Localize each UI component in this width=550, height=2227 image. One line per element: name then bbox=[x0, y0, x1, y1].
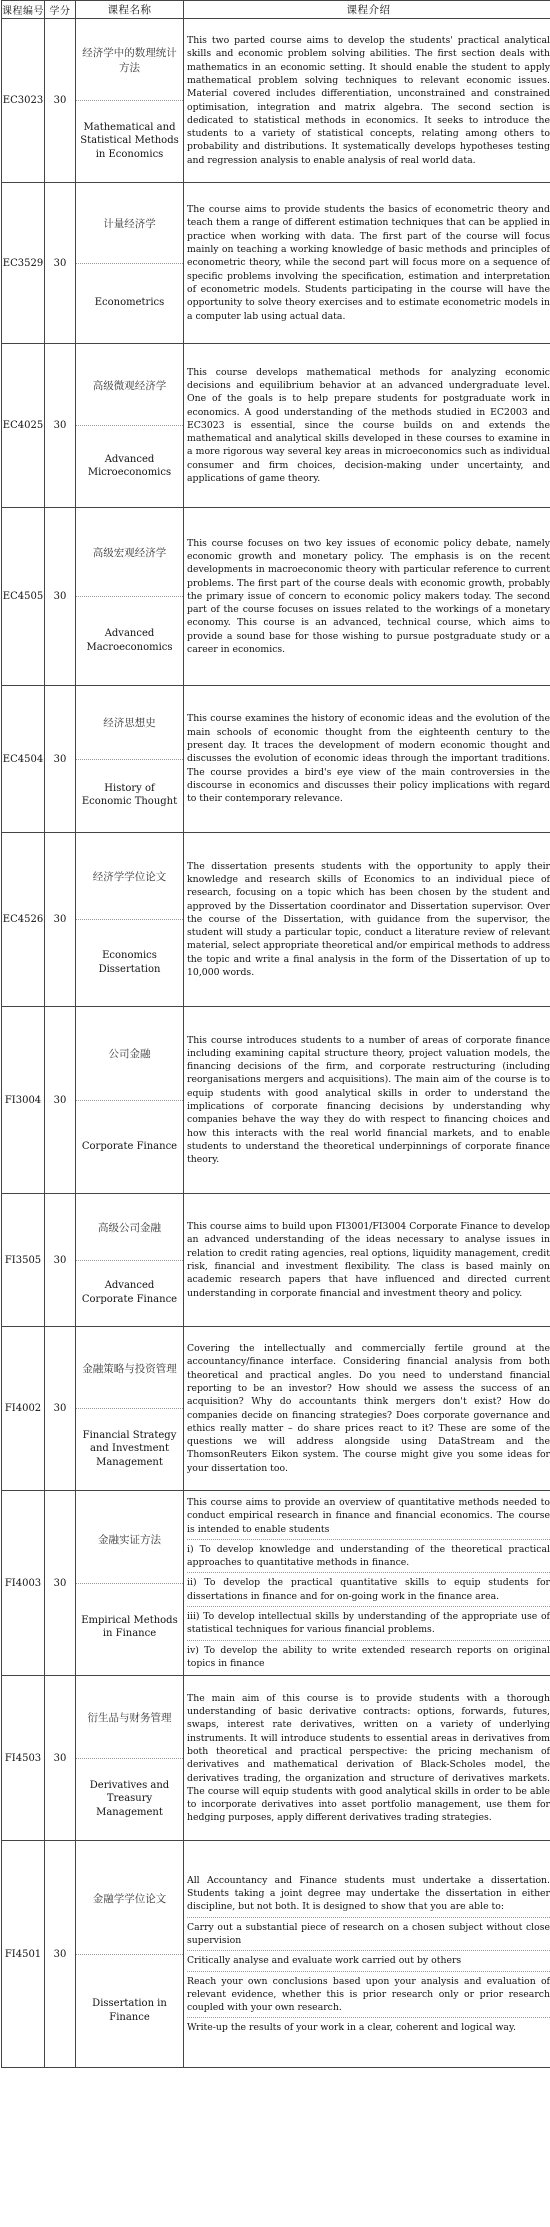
course-name-chinese: 经济学学位论文 bbox=[92, 871, 167, 883]
course-code: EC4526 bbox=[2, 833, 45, 1007]
course-name-cell bbox=[76, 1194, 184, 1327]
course-name-cell bbox=[76, 344, 184, 508]
course-name-english: Mathematical and Statistical Methods in Economics bbox=[76, 100, 183, 181]
course-description-cell bbox=[184, 1327, 550, 1491]
course-name-english: Empirical Methods in Finance bbox=[76, 1583, 183, 1671]
table-row bbox=[2, 19, 550, 183]
course-code: FI4003 bbox=[2, 1491, 45, 1676]
course-credits: 30 bbox=[45, 833, 76, 1007]
course-name-chinese: 经济思想史 bbox=[103, 717, 156, 730]
course-name-english: Advanced Microeconomics bbox=[76, 425, 183, 506]
course-description-paragraph: This course focuses on two key issues of economic policy debate, namely economic growth and monetary policy. The emphasis is on the recent developments in macroeconomic theory with particular reference to current problems. The first part of the course deals with economic growth, probably the primary issue of concern to economic policy makers today. The second part of the course focuses on issues related to the workings of a monetary economy. This course is an advanced, technical course, which aims to provide a sound base for those wishing to pursue postgraduate study or a career in economics. bbox=[187, 537, 550, 656]
header-course-code: 课程编号 bbox=[2, 1, 45, 19]
course-name-english: Dissertation in Finance bbox=[76, 1954, 183, 2067]
course-name-chinese: 公司金融 bbox=[108, 1048, 151, 1061]
course-rows bbox=[2, 19, 550, 2068]
course-name-english: Advanced Corporate Finance bbox=[76, 1260, 183, 1326]
course-name-cell bbox=[76, 1007, 184, 1194]
course-code: FI3505 bbox=[2, 1194, 45, 1327]
table-row bbox=[2, 183, 550, 344]
course-credits: 30 bbox=[45, 508, 76, 686]
header-course-name: 课程名称 bbox=[76, 1, 184, 19]
course-name-cell bbox=[76, 833, 184, 1007]
course-name-cell bbox=[76, 508, 184, 686]
course-description-paragraph: Carry out a substantial piece of research on a chosen subject without close supervision bbox=[187, 1918, 550, 1952]
course-name-english: Corporate Finance bbox=[76, 1100, 183, 1193]
course-code: FI4002 bbox=[2, 1327, 45, 1491]
course-description-paragraph: This two parted course aims to develop the students' practical analytical skills and economic problem solving abilities. The first section deals with mathematics in an economic setting. It should enable the student to apply mathematical problem solving techniques to relevant economic issues. Material covered includes differentiation, unconstrained and constrained optimisation, integration and matrix algebra. The second section is dedicated to statistical methods in economics. It seeks to introduce the students to a variety of statistical concepts, relating among others to probability and distributions. It systematically develops hypotheses testing and regression analysis to enable analysis of real world data. bbox=[187, 35, 550, 166]
course-description-cell bbox=[184, 344, 550, 508]
course-description-cell bbox=[184, 183, 550, 344]
table-row bbox=[2, 686, 550, 833]
table-row bbox=[2, 508, 550, 686]
course-name-chinese: 经济学中的数理统计方法 bbox=[82, 47, 177, 74]
course-description-cell bbox=[184, 686, 550, 833]
course-description-cell bbox=[184, 833, 550, 1007]
course-name-cell bbox=[76, 686, 184, 833]
course-description-paragraph: Write-up the results of your work in a clear, coherent and logical way. bbox=[187, 2022, 516, 2034]
course-description-paragraph: This course develops mathematical methods for analyzing economic decisions and equilibrium behavior at an advanced undergraduate level. One of the goals is to help prepare students for postgraduate work in economics. A good understanding of the methods studied in EC2003 and EC3023 is essential, since the course builds on and extends the mathematical and analytical skills developed in these courses to examine in a more rigorous way several key areas in microeconomics such as individual consumer and firm choices, decision-making under uncertainty, and applications of game theory. bbox=[187, 366, 550, 485]
course-description-cell bbox=[184, 1194, 550, 1327]
table-row bbox=[2, 1007, 550, 1194]
course-credits: 30 bbox=[45, 686, 76, 833]
course-name-english: Advanced Macroeconomics bbox=[76, 596, 183, 684]
table-row bbox=[2, 1194, 550, 1327]
course-code: EC4505 bbox=[2, 508, 45, 686]
course-description-paragraph: This course aims to provide an overview of quantitative methods needed to conduct empirical research in finance and financial economics. The course is intended to enable students bbox=[187, 1493, 550, 1540]
course-description-paragraph: All Accountancy and Finance students must undertake a dissertation. Students taking a joint degree may undertake the dissertation in either discipline, but not both. It is designed to show that you are able to: bbox=[187, 1871, 550, 1918]
course-name-cell bbox=[76, 1676, 184, 1841]
course-name-english: History of Economic Thought bbox=[76, 759, 183, 832]
course-table bbox=[1, 0, 550, 2068]
course-name-cell bbox=[76, 1491, 184, 1676]
course-code: EC3529 bbox=[2, 183, 45, 344]
course-description-paragraph: This course introduces students to a number of areas of corporate finance including examining capital structure theory, project valuation models, the financing decisions of the firm, and corporate restructuring (including reorganisations mergers and acquisitions). The main aim of the course is to equip students with good analytical skills in order to understand the implications of corporate financing decisions by understanding why companies behave the way they do with respect to financing choices and how this interacts with the real world financial markets, and to enable students to understand the theoretical underpinnings of corporate finance theory. bbox=[187, 1034, 550, 1166]
course-description-paragraph: Reach your own conclusions based upon your analysis and evaluation of relevant evidence, whether this is prior research only or prior research coupled with your own research. bbox=[187, 1972, 550, 2019]
course-code: FI4501 bbox=[2, 1841, 45, 2068]
table-row bbox=[2, 833, 550, 1007]
course-credits: 30 bbox=[45, 1194, 76, 1327]
course-name-cell bbox=[76, 19, 184, 183]
course-credits: 30 bbox=[45, 1676, 76, 1841]
course-credits: 30 bbox=[45, 1841, 76, 2068]
course-description-paragraph: Critically analyse and evaluate work carried out by others bbox=[187, 1951, 550, 1971]
course-code: EC3023 bbox=[2, 19, 45, 183]
course-name-english: Econometrics bbox=[76, 263, 183, 343]
course-name-chinese: 高级公司金融 bbox=[98, 1221, 161, 1234]
course-credits: 30 bbox=[45, 1007, 76, 1194]
course-description-paragraph: Covering the intellectually and commercially fertile ground at the accountancy/finance interface. Considering financial analysis from both theoretical and practical angles. Do you need to understand financial reporting to be an investor? How should we assess the success of an acquisition? Why do accountants think mergers don't exist? How do companies decide on financing strategies? Does corporate governance and ethics really matter – do share prices react to it? These are some of the questions we will address alongside using DataStream and the ThomsonReuters Eikon system. The course might give you some ideas for your dissertation too. bbox=[187, 1343, 550, 1474]
table-row bbox=[2, 1491, 550, 1676]
course-description-cell bbox=[184, 19, 550, 183]
header-credits: 学分 bbox=[45, 1, 76, 19]
table-row bbox=[2, 344, 550, 508]
course-description-paragraph: The dissertation presents students with the opportunity to apply their knowledge and research skills of Economics to an individual piece of research, focusing on a topic which has been chosen by the student and approved by the Dissertation coordinator and Dissertation supervisor. Over the course of the Dissertation, with guidance from the supervisor, the student will study a particular topic, conduct a literature review of relevant material, select appropriate theoretical and/or empirical methods to address the topic and write a final analysis in the form of the Dissertation of up to 10,000 words. bbox=[187, 860, 550, 979]
course-description-paragraph: The course aims to provide students the basics of econometric theory and teach them a range of different estimation techniques that can be applied in practice when working with data. The first part of the course will focus mainly on teaching a working knowledge of basic methods and principles of econometric theory, while the second part will focus more on a sequence of specific problems involving the specification, estimation and interpretation of econometric models. Students participating in the course will have the opportunity to solve theory exercises and to estimate econometric models in a computer lab using actual data. bbox=[187, 204, 550, 322]
header-row bbox=[2, 1, 550, 19]
course-description-cell bbox=[184, 1007, 550, 1194]
table-row bbox=[2, 1327, 550, 1491]
course-description-paragraph: This course examines the history of economic ideas and the evolution of the main schools of economic thought from the eighteenth century to the present day. It traces the development of modern economic thought and discusses the evolution of economic ideas through the important traditions. The course provides a bird's eye view of the main controversies in the discourse in economics and discusses their policy implications with regard to their contemporary relevance. bbox=[187, 713, 550, 805]
course-name-english: Economics Dissertation bbox=[76, 919, 183, 1005]
course-description-paragraph: This course aims to build upon FI3001/FI3004 Corporate Finance to develop an advanced understanding of the ideas necessary to analyse issues in relation to credit rating agencies, real options, liquidity management, credit risk, financial and investment flexibility. The class is based mainly on academic research papers that have influenced and directed current understanding in corporate financial and investment theory and policy. bbox=[187, 1221, 550, 1299]
course-description-paragraph: iv) To develop the ability to write extended research reports on original topics in finance bbox=[187, 1644, 550, 1669]
course-name-chinese: 金融学学位论文 bbox=[92, 1892, 167, 1905]
course-credits: 30 bbox=[45, 19, 76, 183]
course-description-paragraph: i) To develop knowledge and understanding of the theoretical practical approaches to quantitative methods in finance. bbox=[187, 1540, 550, 1574]
course-name-english: Derivatives and Treasury Management bbox=[76, 1758, 183, 1840]
course-name-chinese: 金融实证方法 bbox=[98, 1533, 161, 1546]
course-description-paragraph: ii) To develop the practical quantitative skills to equip students for dissertations in finance and for on-going work in the finance area. bbox=[187, 1573, 550, 1607]
course-code: EC4025 bbox=[2, 344, 45, 508]
course-description-cell bbox=[184, 1841, 550, 2068]
course-credits: 30 bbox=[45, 1327, 76, 1491]
course-description-paragraph: The main aim of this course is to provide students with a thorough understanding of basic derivative contracts: options, forwards, futures, swaps, interest rate derivatives, written on a variety of underlying instruments. It will introduce students to essential areas in derivatives from both theoretical and practical perspective: the pricing mechanism of derivatives and mathematical derivation of Black-Scholes model, the derivatives trading, the organization and structure of derivatives markets. The course will equip students with good analytical skills in order to be able to incorporate derivatives into asset portfolio management, use them for hedging purposes, apply different derivatives trading strategies. bbox=[187, 1692, 550, 1824]
course-description-cell bbox=[184, 1676, 550, 1841]
course-credits: 30 bbox=[45, 183, 76, 344]
course-name-chinese: 高级微观经济学 bbox=[92, 379, 167, 392]
course-name-english: Financial Strategy and Investment Management bbox=[76, 1408, 183, 1489]
course-name-cell bbox=[76, 1841, 184, 2068]
course-description-cell bbox=[184, 508, 550, 686]
course-credits: 30 bbox=[45, 1491, 76, 1676]
table-row bbox=[2, 1841, 550, 2068]
course-credits: 30 bbox=[45, 344, 76, 508]
course-name-chinese: 计量经济学 bbox=[103, 217, 156, 230]
header-course-description: 课程介绍 bbox=[184, 1, 550, 19]
course-description-cell bbox=[184, 1491, 550, 1676]
course-code: EC4504 bbox=[2, 686, 45, 833]
course-table-page bbox=[1, 0, 549, 2068]
course-code: FI4503 bbox=[2, 1676, 45, 1841]
course-code: FI3004 bbox=[2, 1007, 45, 1194]
table-row bbox=[2, 1676, 550, 1841]
course-name-cell bbox=[76, 183, 184, 344]
course-name-chinese: 衍生品与财务管理 bbox=[87, 1712, 172, 1725]
course-name-chinese: 高级宏观经济学 bbox=[92, 547, 167, 559]
course-description-paragraph: iii) To develop intellectual skills by understanding of the appropriate use of statistical techniques for various financial problems. bbox=[187, 1607, 550, 1641]
course-name-chinese: 金融策略与投资管理 bbox=[82, 1362, 177, 1375]
course-name-cell bbox=[76, 1327, 184, 1491]
